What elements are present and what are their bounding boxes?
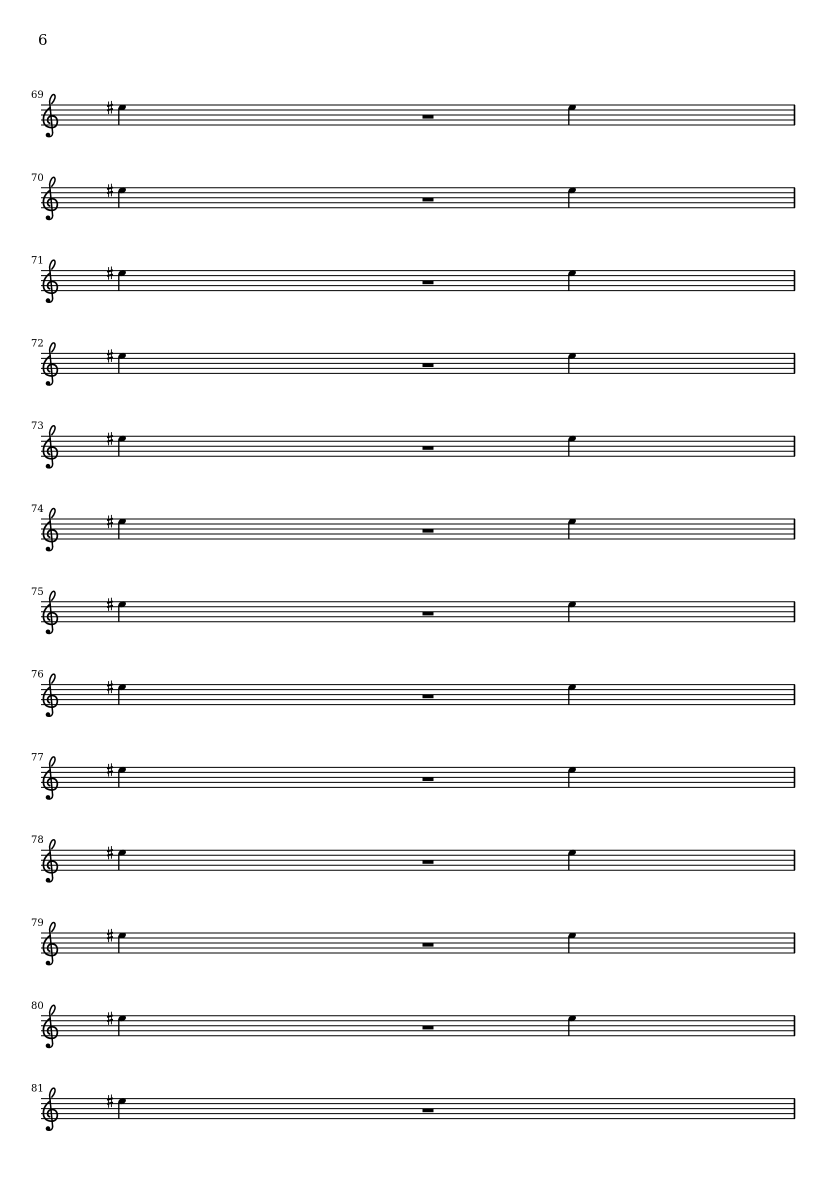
treble-clef-icon	[43, 1088, 57, 1131]
staff-system	[31, 670, 795, 717]
whole-rest	[423, 115, 434, 119]
whole-rest	[423, 529, 434, 533]
staff-system	[31, 918, 795, 965]
measure-number: 73	[31, 421, 44, 433]
staff-system	[31, 256, 795, 303]
staff-system	[31, 173, 795, 220]
treble-clef-icon	[43, 674, 57, 717]
sharp-accidental	[107, 681, 113, 694]
sharp-accidental	[107, 349, 113, 362]
treble-clef-icon	[43, 260, 57, 303]
staff-system	[31, 504, 795, 551]
measure-number: 78	[31, 835, 44, 847]
treble-clef-icon	[43, 1005, 57, 1048]
sharp-accidental	[107, 101, 113, 114]
treble-clef-icon	[43, 95, 57, 138]
sharp-accidental	[107, 267, 113, 280]
whole-rest	[423, 281, 434, 285]
measure-number: 80	[31, 1000, 44, 1012]
sharp-accidental	[107, 432, 113, 445]
measure-number: 74	[31, 504, 44, 515]
whole-rest	[423, 777, 434, 781]
whole-rest	[423, 198, 434, 202]
treble-clef-icon	[43, 343, 57, 386]
measure-number: 71	[31, 255, 44, 267]
treble-clef-icon	[43, 509, 57, 552]
whole-rest	[423, 860, 434, 864]
measure-number: 81	[31, 1083, 44, 1095]
staff-system	[31, 421, 795, 468]
staff-system	[31, 587, 795, 634]
whole-rest	[423, 695, 434, 699]
whole-rest	[423, 943, 434, 947]
staff-system	[31, 835, 795, 882]
sharp-accidental	[107, 598, 113, 611]
whole-rest	[423, 363, 434, 367]
staff-system	[31, 1084, 795, 1131]
staff-system	[31, 752, 795, 799]
whole-rest	[423, 612, 434, 616]
staff-system	[31, 338, 795, 385]
staff-system	[31, 90, 795, 137]
sharp-accidental	[107, 184, 113, 197]
treble-clef-icon	[43, 177, 57, 220]
sharp-accidental	[107, 763, 113, 776]
treble-clef-icon	[43, 923, 57, 966]
whole-rest	[423, 1109, 434, 1113]
sharp-accidental	[107, 1095, 113, 1108]
sharp-accidental	[107, 846, 113, 859]
page-number: 6	[38, 31, 48, 49]
whole-rest	[423, 446, 434, 450]
measure-number: 79	[31, 918, 44, 929]
sharp-accidental	[107, 515, 113, 528]
treble-clef-icon	[43, 840, 57, 883]
treble-clef-icon	[43, 757, 57, 800]
measure-number: 75	[31, 586, 44, 598]
measure-number: 69	[31, 90, 44, 101]
staff-system	[31, 1001, 795, 1048]
measure-number: 70	[31, 172, 44, 184]
treble-clef-icon	[43, 426, 57, 469]
sharp-accidental	[107, 929, 113, 942]
whole-rest	[423, 1026, 434, 1030]
measure-number: 77	[31, 752, 44, 764]
treble-clef-icon	[43, 591, 57, 634]
sharp-accidental	[107, 1012, 113, 1025]
measure-number: 72	[31, 338, 44, 350]
measure-number: 76	[31, 669, 44, 681]
